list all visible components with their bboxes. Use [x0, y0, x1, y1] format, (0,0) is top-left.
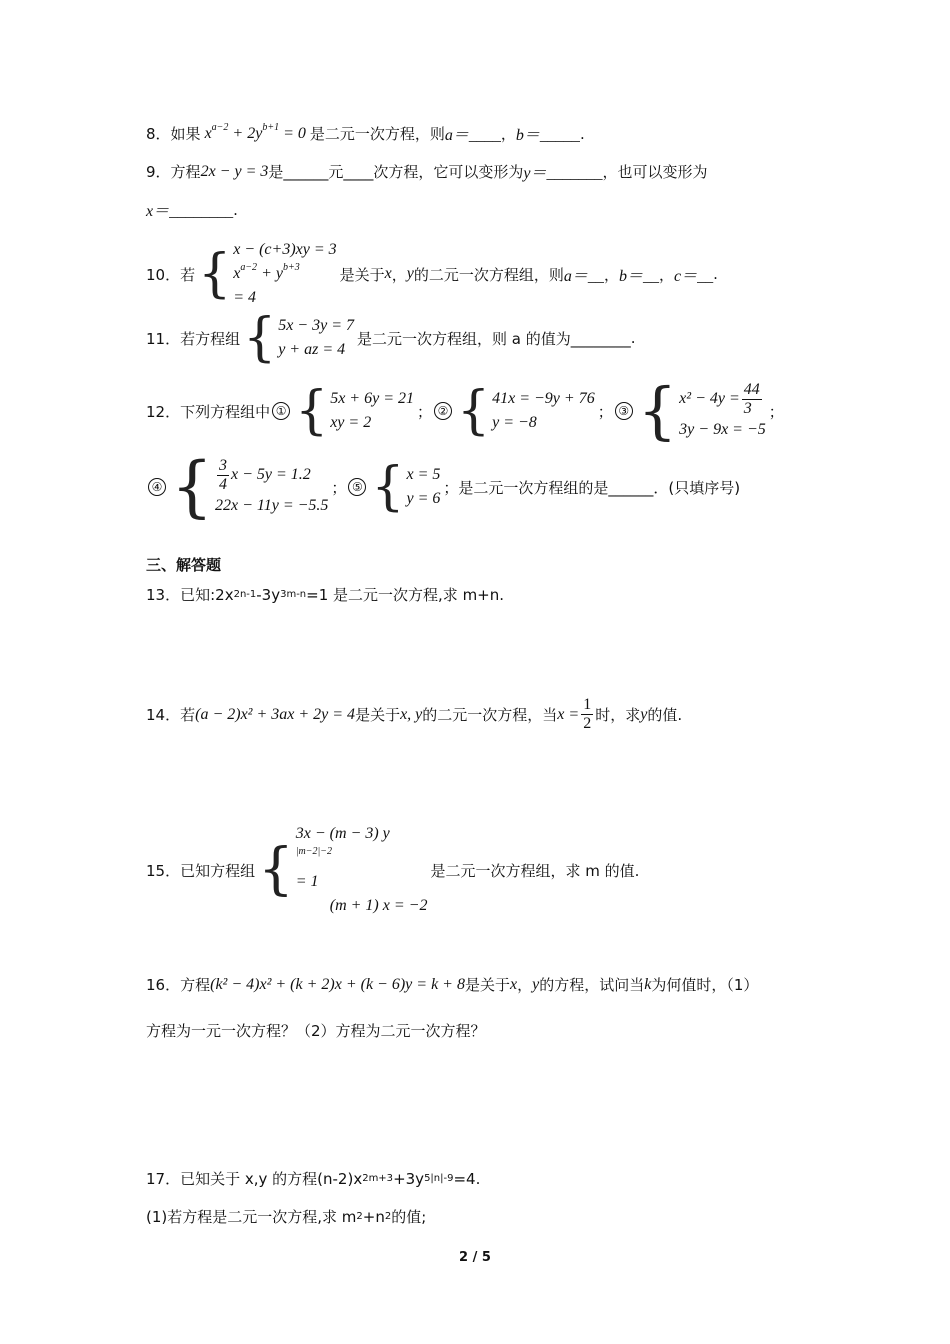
question-number: 15． — [146, 861, 181, 880]
question-8: 8． 如果 $x^{a-2} + 2y^{b+1} = 0$ 是二元一次方程，则 a＝____ ， b＝_____ . — [146, 121, 585, 144]
equation-system-1: { 5x + 6y = 21 xy = 2 — [295, 381, 414, 441]
brace-icon: { — [258, 837, 294, 902]
equation-system: { x − (c+3)xy = 3 $x^{a-2} + y^{b+3}$ = 4 — [198, 241, 337, 306]
question-number: 11． — [146, 329, 181, 348]
question-9-continued: x＝________ . — [146, 198, 238, 221]
equation-system-4: { $\frac{3}{4}$ x − 5y = 1.2 22x − 11y = −5.5 — [171, 448, 329, 525]
math-expression: (a − 2)x² + 3ax + 2y = 4 — [195, 705, 356, 723]
question-12-continued: ④ { $\frac{3}{4}$ x − 5y = 1.2 22x − 11y = −5.5 ； ⑤ { x = 5 y = 6 ；是二元一次方程组的是______．(只填序号) — [146, 454, 740, 520]
equation-system-5: { x = 5 y = 6 — [371, 457, 441, 517]
question-number: 14． — [146, 706, 181, 724]
question-11: 11． 若方程组 { 5x − 3y = 7 y + az = 4 是二元一次方程组，则 a 的值为________ . — [146, 308, 636, 368]
equation-system: { 5x − 3y = 7 y + az = 4 — [243, 308, 354, 368]
question-number: 17． — [146, 1170, 181, 1188]
equation-system-2: { 41x = −9y + 76 y = −8 — [457, 381, 595, 441]
question-17: 17． 已知关于 x,y 的方程(n-2)x 2m+3 +3y 5|n|-9 =4. — [146, 1169, 481, 1188]
question-number: 10． — [146, 265, 181, 284]
answer-blank-b[interactable]: b＝_____ — [515, 127, 580, 144]
equation-system-3: { x² − 4y = $\frac{44}{3}$ 3y − 9x = −5 — [637, 374, 766, 447]
answer-blank-a[interactable]: a＝__ — [563, 267, 604, 285]
section-heading: 三、解答题 — [146, 556, 222, 574]
answer-blank-b[interactable]: b＝__ — [618, 267, 659, 285]
question-number: 9． — [146, 163, 171, 181]
answer-blank-c[interactable]: c＝__ — [673, 267, 714, 285]
math-expression: (k² − 4)x² + (k + 2)x + (k − 6)y = k + 8 — [210, 975, 465, 993]
math-expression: $x^{a-2} + 2y^{b+1} = 0$ — [200, 121, 310, 142]
question-number: 12． — [146, 402, 181, 421]
option-marker-1: ① — [272, 402, 290, 420]
question-9: 9． 方程 2x − y = 3 是______元____次方程，它可以变形为 y＝_______ ，也可以变形为 — [146, 160, 708, 183]
option-marker-5: ⑤ — [348, 478, 366, 496]
fraction: $\frac{1}{2}$ — [583, 696, 592, 732]
question-14: 14． 若 (a − 2)x² + 3ax + 2y = 4 是关于 x, y 的二元一次方程，当 x = $\frac{1}{2}$ 时，求 y 的值. — [146, 696, 683, 732]
answer-blank-x[interactable]: x＝________ — [146, 203, 234, 220]
question-number: 16． — [146, 976, 181, 994]
option-marker-3: ③ — [615, 402, 633, 420]
option-marker-4: ④ — [148, 478, 166, 496]
question-17-part-1: (1)若方程是二元一次方程,求 m 2 +n 2 的值; — [146, 1207, 427, 1226]
option-marker-2: ② — [434, 402, 452, 420]
answer-blank-a[interactable]: a＝____ — [444, 127, 501, 144]
question-16: 16． 方程 (k² − 4)x² + (k + 2)x + (k − 6)y = k + 8 是关于 x ， y 的方程，试问当 k 为何值时，（1） — [146, 975, 759, 994]
answer-blank-y[interactable]: y＝_______ — [523, 165, 603, 182]
brace-icon: { — [198, 244, 232, 304]
question-13: 13． 已知:2x 2n-1 -3y 3m-n =1 是二元一次方程,求 m+n. — [146, 585, 505, 604]
question-number: 8． — [146, 125, 171, 143]
question-15: 15． 已知方程组 { 3x − (m − 3) y $^{|m-2|-2}$ = 1 (m + 1) x = −2 是二元一次方程组，求 m 的值. — [146, 822, 639, 918]
answer-blank[interactable]: ；是二元一次方程组的是______．(只填序号) — [443, 478, 741, 497]
page-number: 2 / 5 — [459, 1250, 491, 1265]
math-expression: 2x − y = 3 — [200, 162, 269, 180]
equation-system: { 3x − (m − 3) y $^{|m-2|-2}$ = 1 (m + 1) x = −2 — [258, 825, 428, 914]
brace-icon: { — [243, 308, 277, 368]
question-12: 12． 下列方程组中 ① { 5x + 6y = 21 xy = 2 ； ② { 41x = −9y + 76 y = −8 ； ③ { x² − 4y = $\frac{44}{3}$ 3y − 9x = −5 ； — [146, 374, 784, 447]
question-10: 10． 若 { x − (c+3)xy = 3 $x^{a-2} + y^{b+3}$ = 4 是关于 x ， y 的二元一次方程组，则 a＝__ ， b＝__ ， c＝__ . — [146, 238, 718, 310]
question-16-continued: 方程为一元一次方程？（2）方程为二元一次方程？ — [146, 1022, 486, 1040]
question-number: 13． — [146, 586, 181, 604]
